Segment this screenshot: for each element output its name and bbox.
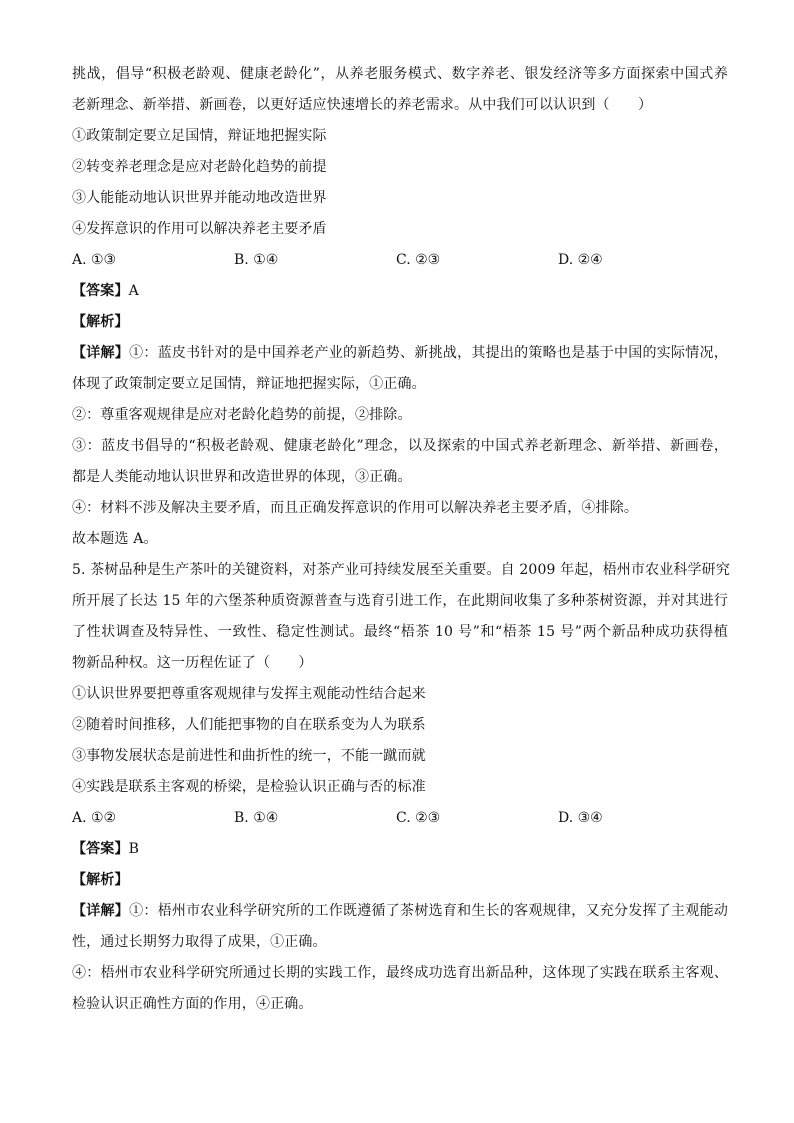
q5-detail-label: 【详解】	[72, 903, 130, 919]
q4-analysis	[72, 312, 728, 332]
q5-detail-text-1: ①：梧州市农业科学研究所的工作既遵循了茶树选育和生长的客观规律，又充分发挥了主观能动	[129, 903, 728, 919]
q4-stem-line-1: 挑战，倡导“积极老龄观、健康老龄化”，从养老服务模式、数字养老、银发经济等多方面探索中国式养	[72, 66, 728, 82]
q4-detail-line-4: ③：蓝皮书倡导的“积极老龄观、健康老龄化”理念，以及探索的中国式养老新理念、新举措、新画卷，	[72, 438, 728, 454]
q4-statement-4: ④发挥意识的作用可以解决养老主要矛盾	[72, 221, 327, 237]
q5-detail-line-3: ④：梧州市农业科学研究所通过长期的实践工作，最终成功选育出新品种，这体现了实践在联系主客观、	[72, 965, 728, 981]
q5-statement-4: ④实践是联系主客观的桥梁，是检验认识正确与否的标准	[72, 779, 426, 795]
q5-answer-label: 【答案】	[72, 841, 129, 857]
q5-answer	[72, 839, 728, 859]
q5-option-a: A. ①②	[72, 810, 117, 826]
q5-detail-line-2: 性，通过长期努力取得了成果，①正确。	[72, 934, 327, 950]
q4-option-a: A. ①③	[72, 252, 117, 268]
q4-analysis-label: 【解析】	[72, 314, 129, 330]
q5-statement-1: ①认识世界要把尊重客观规律与发挥主观能动性结合起来	[72, 686, 426, 702]
exam-page	[72, 64, 728, 1025]
q5-detail-line-1	[72, 901, 728, 921]
q4-answer-label: 【答案】	[72, 283, 129, 299]
q5-statement-2: ②随着时间推移，人们能把事物的自在联系变为人为联系	[72, 717, 426, 733]
q5-option-c: C. ②③	[396, 810, 441, 826]
q4-stem-line-2: 老新理念、新举措、新画卷，以更好适应快速增长的养老需求。从中我们可以认识到（ ）	[72, 97, 653, 113]
q4-detail-line-3: ②：尊重客观规律是应对老龄化趋势的前提，②排除。	[72, 407, 412, 423]
q4-option-c: C. ②③	[396, 252, 441, 268]
q5-stem-line-4: 物新品种权。这一历程佐证了（ ）	[72, 655, 313, 671]
q4-option-d: D. ②④	[558, 252, 603, 268]
q5-analysis-label: 【解析】	[72, 872, 129, 888]
q5-option-d: D. ③④	[558, 810, 603, 826]
q4-detail-label: 【详解】	[72, 345, 130, 361]
q4-option-b: B. ①④	[234, 252, 279, 268]
q4-statement-1: ①政策制定要立足国情，辩证地把握实际	[72, 128, 327, 144]
q4-statement-2: ②转变养老理念是应对老龄化趋势的前提	[72, 159, 327, 175]
q5-analysis	[72, 870, 728, 890]
q5-stem-line-2: 所开展了长达 15 年的六堡茶种质资源普查与选育引进工作，在此期间收集了多种茶树资源，并对其进行	[72, 593, 728, 609]
q4-detail-line-5: 都是人类能动地认识世界和改造世界的体现，③正确。	[72, 469, 412, 485]
q4-options	[72, 250, 728, 270]
q5-detail-line-4: 检验认识正确性方面的作用，④正确。	[72, 996, 313, 1012]
q4-answer	[72, 281, 728, 301]
q4-detail-text-1: ①：蓝皮书针对的是中国养老产业的新趋势、新挑战，其提出的策略也是基于中国的实际情况，	[129, 345, 728, 361]
q5-stem-line-1: 5. 茶树品种是生产茶叶的关键资料，对茶产业可持续发展至关重要。自 2009 年起，梧州市农业科学研究	[72, 562, 730, 578]
q4-detail-line-1	[72, 343, 728, 363]
q4-answer-value: A	[128, 283, 139, 299]
q4-conclusion: 故本题选 A。	[72, 531, 158, 547]
q4-statement-3: ③人能能动地认识世界并能动地改造世界	[72, 190, 327, 206]
q5-stem-line-3: 了性状调查及特异性、一致性、稳定性测试。最终“梧茶 10 号”和“梧茶 15 号”两个新品种成功获得植	[72, 624, 728, 640]
q5-option-b: B. ①④	[234, 810, 279, 826]
q5-options	[72, 808, 728, 828]
q5-statement-3: ③事物发展状态是前进性和曲折性的统一，不能一蹴而就	[72, 748, 426, 764]
q4-detail-line-6: ④：材料不涉及解决主要矛盾，而且正确发挥意识的作用可以解决养老主要矛盾，④排除。	[72, 500, 638, 516]
q5-answer-value: B	[128, 841, 140, 857]
q4-detail-line-2: 体现了政策制定要立足国情，辩证地把握实际，①正确。	[72, 376, 426, 392]
